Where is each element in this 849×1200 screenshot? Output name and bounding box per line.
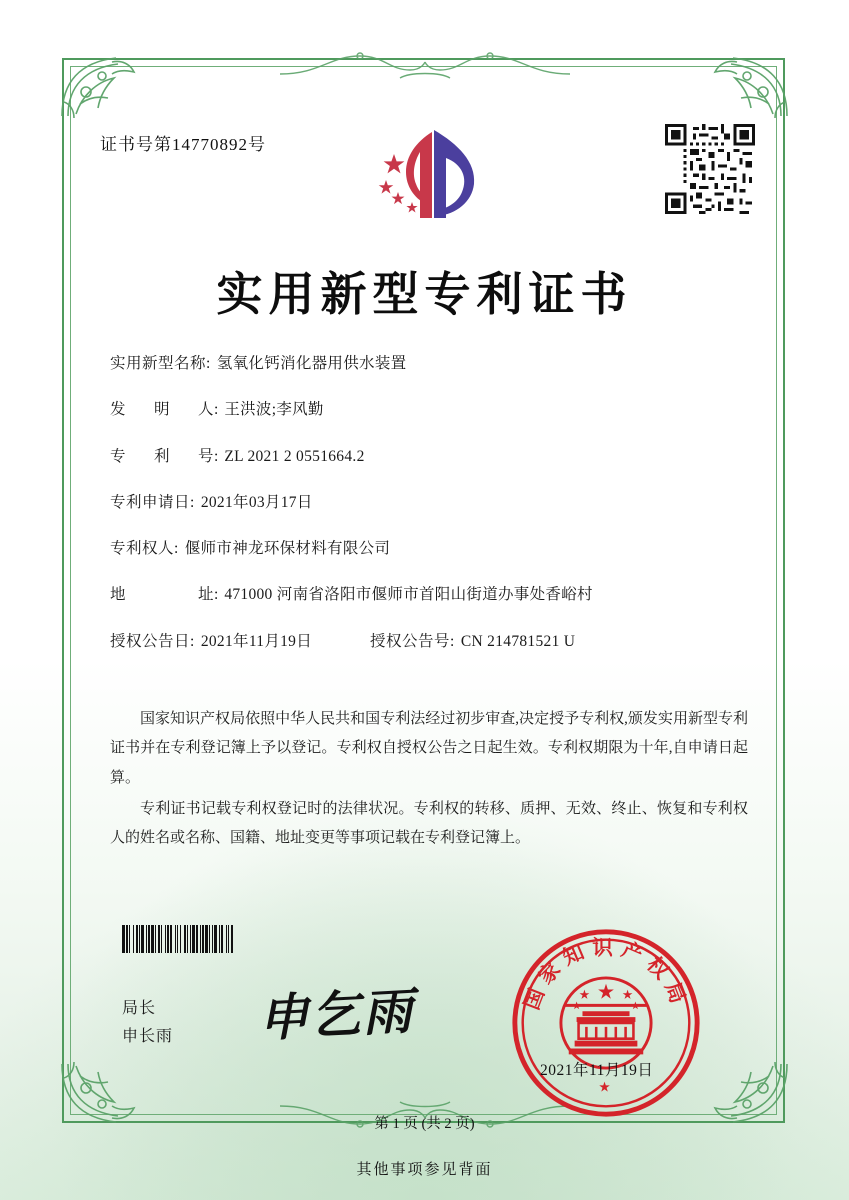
field-colon-patent-number: : [214, 447, 219, 465]
field-label-address: 地址 [110, 586, 214, 604]
field-value-patentee: 偃师市神龙环保材料有限公司 [184, 540, 391, 557]
field-row-application-date [110, 491, 750, 514]
field-colon-inventor: : [214, 401, 219, 419]
field-label-patent-number: 专利号 [110, 447, 214, 465]
footer-note: 其他事项参见背面 [356, 1162, 493, 1178]
official-seal [508, 925, 704, 1121]
field-label-grant-date: 授权公告日: [110, 632, 195, 650]
field-label-application-date: 专利申请日: [110, 493, 195, 511]
paragraph-2: 专利证书记载专利权登记时的法律状况。专利权的转移、质押、无效、终止、恢复和专利权人的姓名或名称、国籍、地址变更等事项记载在专利登记簿上。 [110, 800, 748, 846]
page-number: 第 1 页 (共 2 页) [374, 1116, 475, 1132]
edge-ornament-top [280, 48, 570, 82]
seal-date: 2021年11月19日 [540, 1062, 654, 1079]
signature-title: 局长 [122, 1000, 157, 1017]
field-value-patent-number: ZL 2021 2 0551664.2 [224, 447, 365, 465]
field-row-invention-name [110, 352, 750, 375]
svg-text:国家知识产权局: 国家知识产权局 [519, 935, 693, 1013]
field-value-grant-date: 2021年11月19日 [200, 632, 313, 650]
field-label-invention-name: 实用新型名称: [110, 355, 211, 372]
field-value-grant-number: CN 214781521 U [460, 632, 576, 650]
cnipa-logo-icon [372, 118, 484, 230]
corner-ornament-top-left [56, 52, 142, 122]
barcode [122, 925, 338, 953]
field-row-patentee [110, 537, 750, 560]
field-row-grant-announcement [110, 630, 750, 653]
page-title: 实用新型专利证书 [216, 267, 633, 321]
field-label-patentee: 专利权人: [110, 540, 179, 557]
field-value-invention-name: 氢氧化钙消化器用供水装置 [216, 355, 407, 372]
paragraph-1: 国家知识产权局依照中华人民共和国专利法经过初步审查,决定授予专利权,颁发实用新型专利证书并在专利登记簿上予以登记。专利权自授权公告之日起生效。专利权期限为十年,自申请日起算。 [110, 711, 748, 786]
certificate-fields [110, 352, 750, 676]
svg-text:★: ★ [598, 1079, 614, 1096]
field-row-inventor [110, 398, 750, 421]
handwritten-signature: 申乞雨 [256, 980, 416, 1049]
field-value-inventor: 王洪波;李风勤 [224, 401, 324, 419]
field-row-patent-number [110, 445, 750, 468]
field-value-address: 471000 河南省洛阳市偃师市首阳山街道办事处香峪村 [224, 586, 593, 604]
certificate-number: 证书号第14770892号 [100, 135, 266, 154]
corner-ornament-top-right [707, 52, 793, 122]
legal-text-block [110, 705, 748, 855]
signature-name: 申长雨 [122, 1028, 174, 1045]
field-label-grant-number: 授权公告号: [370, 632, 455, 650]
signature-block [122, 995, 173, 1051]
field-label-inventor: 发明人 [110, 401, 214, 419]
field-value-application-date: 2021年03月17日 [200, 493, 313, 511]
field-colon-address: : [214, 586, 219, 604]
field-row-address [110, 583, 750, 606]
qr-code [665, 124, 755, 214]
